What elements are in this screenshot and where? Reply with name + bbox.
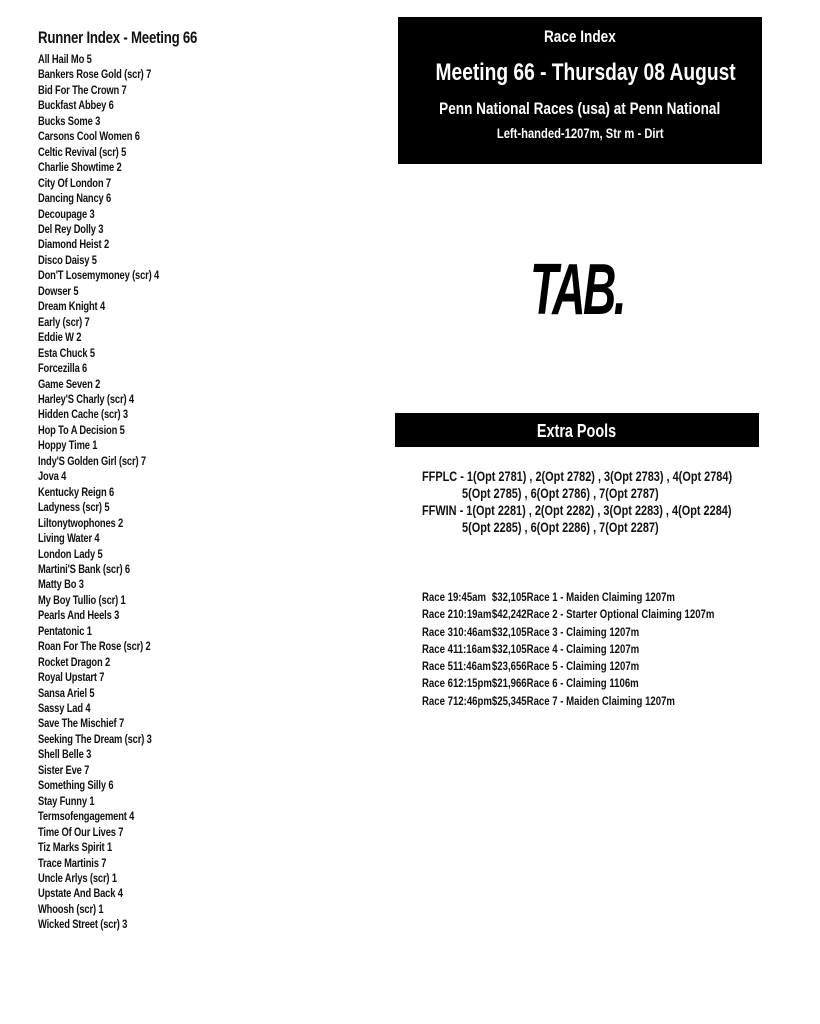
race-time: 10:19am — [452, 607, 492, 622]
runner-item: Trace Martinis 7 — [38, 855, 107, 870]
runner-item: Forcezilla 6 — [38, 361, 88, 376]
runner-item: Charlie Showtime 2 — [38, 160, 122, 175]
race-number: Race 4 — [422, 641, 453, 656]
runner-row — [38, 778, 242, 793]
race-description: Race 4 - Claiming 1207m — [526, 641, 640, 656]
runner-item: Game Seven 2 — [38, 376, 101, 391]
runner-item: Termsofengagement 4 — [38, 809, 135, 824]
race-time: 11:16am — [452, 641, 491, 656]
runner-row — [38, 577, 242, 592]
runner-item: Decoupage 3 — [38, 206, 95, 221]
runner-row — [38, 485, 242, 500]
race-prize: $32,105 — [491, 624, 527, 639]
race-row — [422, 625, 714, 642]
runner-row — [38, 593, 242, 608]
race-description: Race 3 - Claiming 1207m — [526, 624, 640, 639]
runner-row — [38, 299, 242, 314]
race-time: 12:15pm — [452, 676, 492, 691]
race-row — [422, 694, 714, 711]
pool-line-ffplc: FFPLC - 1(Opt 2781) , 2(Opt 2782) , 3(Opt 2783) , 4(Opt 2784) — [422, 468, 733, 484]
runner-list — [38, 52, 242, 933]
runner-item: Don'T Losemymoney (scr) 4 — [38, 268, 160, 283]
runner-item: Ladyness (scr) 5 — [38, 500, 110, 515]
runner-row — [38, 547, 242, 562]
runner-item: Tiz Marks Spirit 1 — [38, 840, 113, 855]
runner-item: Harley'S Charly (scr) 4 — [38, 391, 134, 406]
runner-item: Hoppy Time 1 — [38, 438, 98, 453]
runner-row — [38, 500, 242, 515]
runner-item: Wicked Street (scr) 3 — [38, 917, 128, 932]
meeting-title: Meeting 66 - Thursday 08 August — [435, 59, 736, 86]
race-prize: $32,105 — [491, 641, 527, 656]
runner-row — [38, 716, 242, 731]
runner-item: Sister Eve 7 — [38, 762, 90, 777]
race-description: Race 1 - Maiden Claiming 1207m — [526, 590, 675, 604]
runner-item: Seeking The Dream (scr) 3 — [38, 731, 152, 746]
runner-item: Whoosh (scr) 1 — [38, 901, 104, 916]
runner-item: All Hail Mo 5 — [38, 52, 92, 66]
runner-row — [38, 423, 242, 438]
runner-row — [38, 840, 242, 855]
race-time: 10:46am — [452, 624, 492, 639]
runner-row — [38, 377, 242, 392]
runner-row — [38, 268, 242, 283]
runner-row — [38, 346, 242, 361]
pool-line-ffwin: FFWIN - 1(Opt 2281) , 2(Opt 2282) , 3(Opt 2283) , 4(Opt 2284) — [422, 502, 732, 518]
runner-row — [38, 686, 242, 701]
runner-row — [38, 747, 242, 762]
runner-row — [38, 639, 242, 654]
runner-row — [38, 160, 242, 175]
race-time: 12:46pm — [452, 693, 492, 708]
runner-row — [38, 330, 242, 345]
runner-item: Del Rey Dolly 3 — [38, 221, 104, 236]
venue-name: Penn National Races (usa) at Penn National — [439, 99, 721, 118]
runner-row — [38, 562, 242, 577]
race-description: Race 5 - Claiming 1207m — [526, 659, 640, 674]
runner-item: Rocket Dragon 2 — [38, 654, 111, 669]
runner-item: Kentucky Reign 6 — [38, 484, 115, 499]
runner-row — [38, 191, 242, 206]
race-number: Race 6 — [422, 676, 453, 691]
runner-item: Bid For The Crown 7 — [38, 82, 127, 97]
runner-item: Stay Funny 1 — [38, 793, 95, 808]
runner-item: Celtic Revival (scr) 5 — [38, 144, 127, 159]
race-row — [422, 676, 714, 693]
runner-row — [38, 469, 242, 484]
runner-item: Diamond Heist 2 — [38, 237, 110, 252]
pool-line-ffplc-cont: 5(Opt 2785) , 6(Opt 2786) , 7(Opt 2787) — [462, 485, 659, 501]
race-time: 9:45am — [452, 590, 487, 604]
runner-row — [38, 52, 242, 67]
runner-row — [38, 809, 242, 824]
runner-item: Dowser 5 — [38, 283, 79, 298]
track-details: Left-handed-1207m, Str m - Dirt — [496, 125, 664, 141]
runner-item: Royal Upstart 7 — [38, 670, 105, 685]
runner-row — [38, 67, 242, 82]
runner-row — [38, 763, 242, 778]
race-number: Race 1 — [422, 590, 453, 604]
runner-row — [38, 655, 242, 670]
race-schedule — [422, 590, 788, 711]
extra-pools-list — [422, 468, 820, 536]
runner-row — [38, 624, 242, 639]
runner-item: Pentatonic 1 — [38, 623, 92, 638]
runner-item: Eddie W 2 — [38, 330, 82, 345]
runner-row — [38, 145, 242, 160]
tab-logo — [528, 248, 628, 330]
runner-row — [38, 176, 242, 191]
runner-row — [38, 670, 242, 685]
race-row — [422, 642, 714, 659]
runner-row — [38, 454, 242, 469]
runner-item: Something Silly 6 — [38, 778, 114, 793]
race-prize: $25,345 — [491, 693, 527, 708]
runner-row — [38, 98, 242, 113]
race-index-header — [398, 17, 762, 164]
race-number: Race 3 — [422, 624, 453, 639]
race-description: Race 7 - Maiden Claiming 1207m — [526, 693, 675, 708]
race-description: Race 6 - Claiming 1106m — [526, 676, 639, 691]
runner-item: Matty Bo 3 — [38, 577, 84, 592]
runner-row — [38, 902, 242, 917]
runner-item: Upstate And Back 4 — [38, 886, 123, 901]
runner-row — [38, 253, 242, 268]
runner-row — [38, 315, 242, 330]
runner-item: Hidden Cache (scr) 3 — [38, 407, 128, 422]
runner-row — [38, 917, 242, 932]
runner-row — [38, 886, 242, 901]
runner-row — [38, 407, 242, 422]
runner-item: Esta Chuck 5 — [38, 345, 95, 360]
runner-item: Living Water 4 — [38, 531, 100, 546]
runner-row — [38, 856, 242, 871]
extra-pools-heading: Extra Pools — [537, 421, 617, 441]
race-row — [422, 590, 714, 607]
race-row — [422, 607, 714, 624]
runner-row — [38, 129, 242, 144]
runner-item: Dancing Nancy 6 — [38, 191, 112, 206]
runner-item: Sassy Lad 4 — [38, 701, 91, 716]
race-prize: $21,966 — [491, 676, 527, 691]
runner-row — [38, 83, 242, 98]
runner-item: Save The Mischief 7 — [38, 716, 124, 731]
runner-item: Roan For The Rose (scr) 2 — [38, 639, 151, 654]
runner-item: Time Of Our Lives 7 — [38, 824, 124, 839]
runner-item: My Boy Tullio (scr) 1 — [38, 592, 126, 607]
runner-row — [38, 531, 242, 546]
race-index-heading: Race Index — [544, 27, 616, 46]
runner-item: Early (scr) 7 — [38, 314, 90, 329]
race-table — [422, 590, 714, 711]
runner-item: Indy'S Golden Girl (scr) 7 — [38, 453, 146, 468]
runner-item: Hop To A Decision 5 — [38, 422, 125, 437]
runner-row — [38, 701, 242, 716]
race-number: Race 2 — [422, 607, 453, 622]
runner-item: Carsons Cool Women 6 — [38, 129, 140, 144]
runner-item: Bucks Some 3 — [38, 113, 101, 128]
runner-row — [38, 284, 242, 299]
race-description: Race 2 - Starter Optional Claiming 1207m — [526, 607, 715, 622]
runner-item: Liltonytwophones 2 — [38, 515, 124, 530]
runner-row — [38, 207, 242, 222]
race-time: 11:46am — [452, 659, 491, 674]
extra-pools-header — [395, 413, 759, 447]
runner-item: Sansa Ariel 5 — [38, 685, 95, 700]
tab-logo-text: TAB. — [530, 250, 624, 330]
runner-item: London Lady 5 — [38, 546, 103, 561]
runner-row — [38, 392, 242, 407]
runner-row — [38, 361, 242, 376]
runner-row — [38, 794, 242, 809]
runner-row — [38, 237, 242, 252]
runner-row — [38, 732, 242, 747]
runner-row — [38, 222, 242, 237]
runner-index — [38, 28, 242, 933]
race-prize: $23,656 — [491, 659, 527, 674]
runner-item: Shell Belle 3 — [38, 747, 92, 762]
runner-row — [38, 608, 242, 623]
runner-row — [38, 825, 242, 840]
race-prize: $42,242 — [491, 607, 527, 622]
runner-row — [38, 114, 242, 129]
runner-item: City Of London 7 — [38, 175, 111, 190]
runner-item: Disco Daisy 5 — [38, 252, 97, 267]
race-number: Race 5 — [422, 659, 453, 674]
runner-index-title: Runner Index - Meeting 66 — [38, 28, 198, 47]
race-prize: $32,105 — [491, 590, 527, 604]
runner-item: Dream Knight 4 — [38, 299, 105, 314]
runner-item: Uncle Arlys (scr) 1 — [38, 871, 117, 886]
runner-item: Pearls And Heels 3 — [38, 608, 120, 623]
runner-item: Martini'S Bank (scr) 6 — [38, 561, 130, 576]
race-number: Race 7 — [422, 693, 453, 708]
tab-logo-icon — [528, 248, 628, 330]
race-row — [422, 659, 714, 676]
runner-row — [38, 516, 242, 531]
runner-row — [38, 438, 242, 453]
pool-line-ffwin-cont: 5(Opt 2285) , 6(Opt 2286) , 7(Opt 2287) — [462, 519, 659, 535]
runner-item: Bankers Rose Gold (scr) 7 — [38, 67, 152, 82]
runner-row — [38, 871, 242, 886]
runner-item: Buckfast Abbey 6 — [38, 98, 114, 113]
runner-item: Jova 4 — [38, 469, 67, 484]
